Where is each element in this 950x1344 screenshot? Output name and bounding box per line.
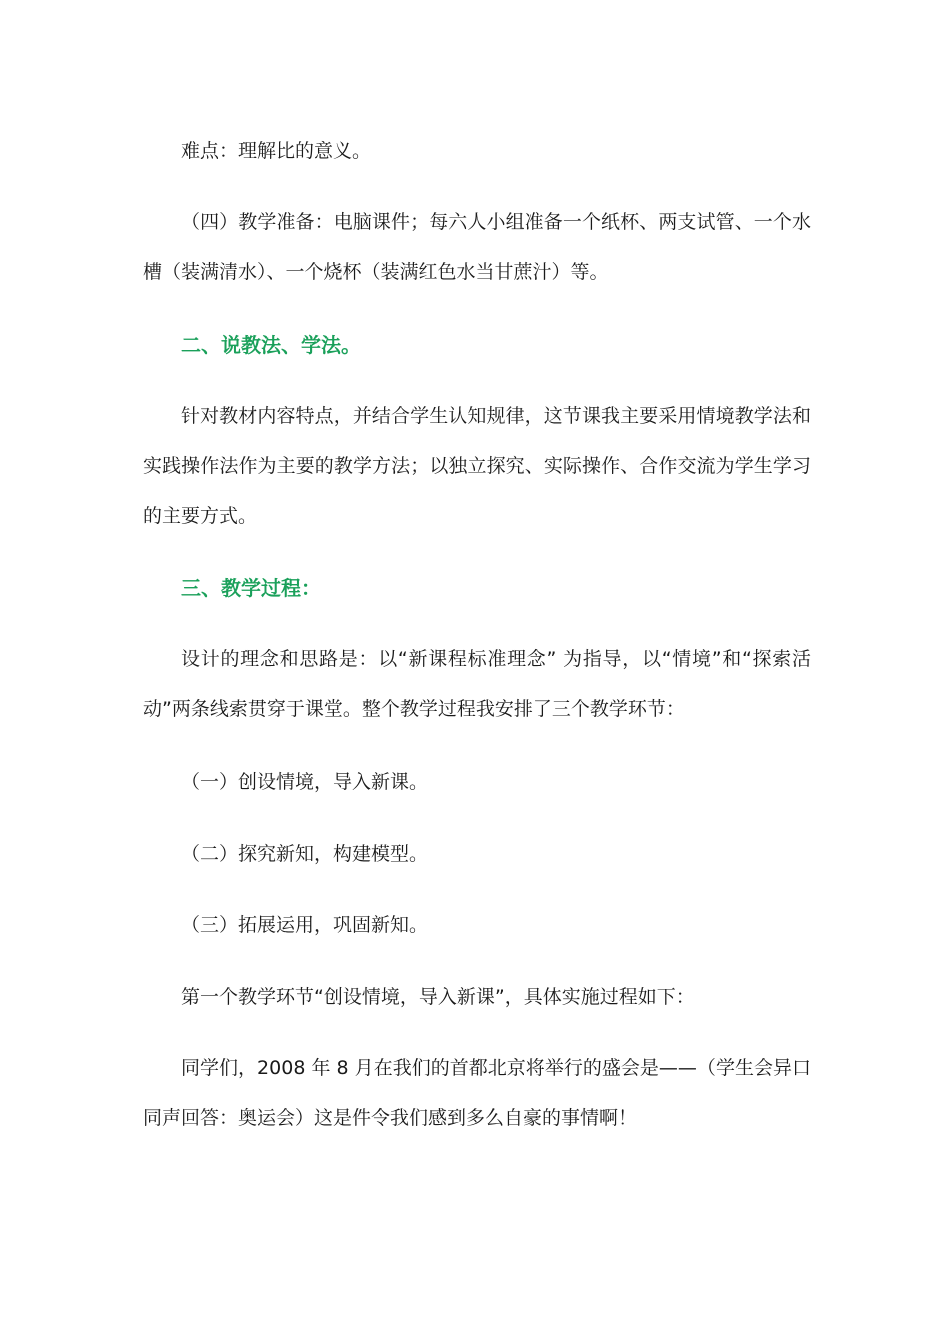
heading-teaching-methods: 二、说教法、学法。 (181, 333, 361, 357)
paragraph-step-three: （三）拓展运用，巩固新知。 (181, 914, 429, 936)
heading-teaching-process: 三、教学过程： (181, 576, 321, 600)
paragraph-step-one: （一）创设情境，导入新课。 (181, 771, 429, 793)
paragraph-olympics: 同学们，2008 年 8 月在我们的首都北京将举行的盛会是——（学生会异口同声回答：奥运会）这是件令我们感到多么自豪的事情啊！ (143, 1057, 811, 1129)
paragraph-design-concept: 设计的理念和思路是：以“新课程标准理念” 为指导，以“情境”和“探索活动”两条线索贯穿于课堂。整个教学过程我安排了三个教学环节： (143, 648, 811, 720)
paragraph-step-two: （二）探究新知，构建模型。 (181, 843, 429, 865)
paragraph-methods: 针对教材内容特点，并结合学生认知规律，这节课我主要采用情境教学法和实践操作法作为主要的教学方法；以独立探究、实际操作、合作交流为学生学习的主要方式。 (143, 405, 811, 527)
paragraph-difficulty: 难点：理解比的意义。 (181, 140, 372, 162)
paragraph-teaching-preparation: （四）教学准备：电脑课件；每六人小组准备一个纸杯、两支试管、一个水槽（装满清水）、一个烧杯（装满红色水当甘蔗汁）等。 (143, 211, 811, 283)
paragraph-first-step-intro: 第一个教学环节“创设情境，导入新课”，具体实施过程如下： (181, 986, 695, 1008)
